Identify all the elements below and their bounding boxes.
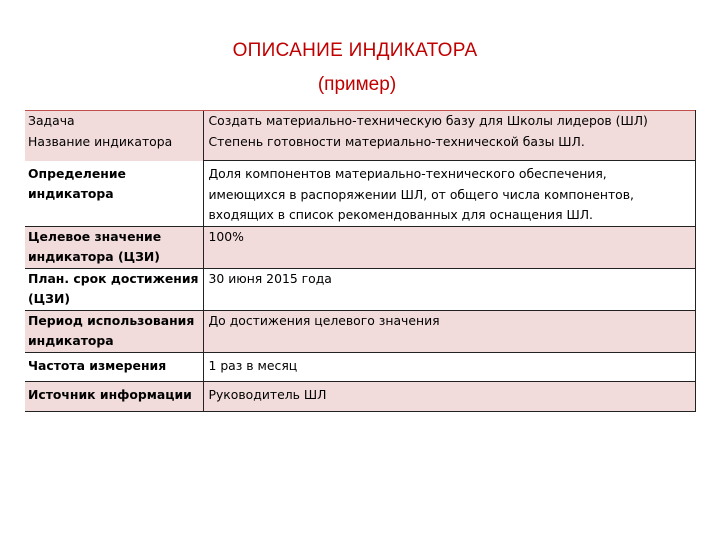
row-value: [203, 161, 695, 227]
table-row: [25, 310, 695, 352]
row-value: [203, 381, 695, 411]
deadline-value: 30 июня 2015 года: [208, 270, 332, 286]
indicator-table: [25, 110, 696, 412]
table-row: [25, 161, 695, 227]
row-value: [203, 226, 695, 268]
frequency-value: 1 раз в месяц: [208, 357, 298, 373]
task-label: Задача: [28, 113, 75, 128]
page-subtitle: (пример): [317, 74, 397, 95]
indicator-name-value: Степень готовности материально-технической базы ШЛ.: [208, 133, 585, 149]
source-label: Источник информации: [28, 386, 192, 402]
row-label: [25, 268, 203, 310]
period-value: До достижения целевого значения: [208, 312, 440, 328]
row-label: [25, 111, 203, 161]
task-value: Создать материально-техническую базу для Школы лидеров (ШЛ): [208, 113, 648, 128]
definition-value-line: Доля компонентов материально-технического обеспечения,: [208, 166, 607, 181]
deadline-label-line: (ЦЗИ): [28, 291, 70, 306]
row-label: [25, 226, 203, 268]
table-row: [25, 111, 695, 161]
target-label-line: Целевое значение: [28, 228, 162, 244]
source-value: Руководитель ШЛ: [208, 386, 327, 402]
period-label-line: Период использования: [28, 312, 195, 328]
indicator-name-label: Название индикатора: [28, 133, 173, 149]
row-value: [203, 268, 695, 310]
page-title: ОПИСАНИЕ ИНДИКАТОРА: [232, 40, 478, 61]
definition-value-line: имеющихся в распоряжении ШЛ, от общего числа компонентов,: [208, 186, 634, 202]
table-row: [25, 268, 695, 310]
period-label-line: индикатора: [28, 333, 114, 348]
target-label-line: индикатора (ЦЗИ): [28, 249, 160, 264]
table-row: [25, 352, 695, 381]
target-value: 100%: [208, 228, 244, 244]
row-label: [25, 381, 203, 411]
row-label: [25, 352, 203, 381]
table-row: [25, 226, 695, 268]
row-value: [203, 310, 695, 352]
definition-value-line: входящих в список рекомендованных для оснащения ШЛ.: [208, 207, 593, 222]
row-label: [25, 161, 203, 227]
definition-label-line: Определение: [28, 165, 126, 181]
row-value: [203, 111, 695, 161]
table-row: [25, 381, 695, 411]
frequency-label: Частота измерения: [28, 357, 167, 373]
definition-label-line: индикатора: [28, 186, 114, 201]
row-value: [203, 352, 695, 381]
row-label: [25, 310, 203, 352]
deadline-label-line: План. срок достижения: [28, 270, 199, 286]
